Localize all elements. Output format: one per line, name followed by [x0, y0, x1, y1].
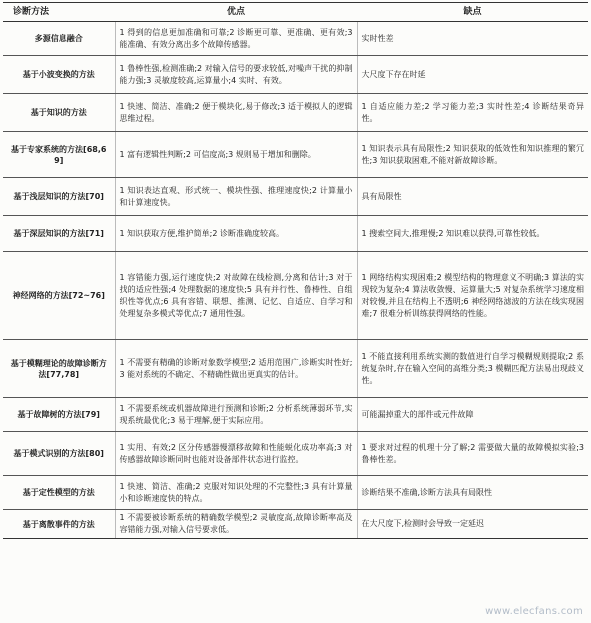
advantages-cell: 1 不需要系统或机器故障进行预测和诊断;2 分析系统薄弱环节,实现系统最优化;3 易于理解,便于实际应用。	[115, 398, 357, 432]
header-advantages: 优点	[115, 3, 357, 22]
method-cell: 基于模式识别的方法[80]	[3, 432, 115, 476]
table-row	[3, 132, 588, 178]
table-row	[3, 252, 588, 340]
disadvantages-cell: 1 要求对过程的机理十分了解;2 需要做大量的故障模拟实验;3 鲁棒性差。	[357, 432, 588, 476]
header-disadvantages: 缺点	[357, 3, 588, 22]
disadvantages-cell: 诊断结果不准确,诊断方法具有局限性	[357, 476, 588, 510]
disadvantages-cell: 1 自适应能力差;2 学习能力差;3 实时性差;4 诊断结果奇异性。	[357, 94, 588, 132]
method-cell: 基于离散事件的方法	[3, 510, 115, 539]
table-row	[3, 398, 588, 432]
advantages-cell: 1 知识表达直观、形式统一、模块性强、推理速度快;2 计算量小和计算速度快。	[115, 178, 357, 216]
method-cell: 基于知识的方法	[3, 94, 115, 132]
method-cell: 基于小波变换的方法	[3, 56, 115, 94]
advantages-cell: 1 不需要被诊断系统的精确数学模型;2 灵敏度高,故障诊断率高及容错能力强,对输入信号要求低。	[115, 510, 357, 539]
advantages-cell: 1 实用、有效;2 区分传感器慢漂移故障和性能蜕化成功率高;3 对传感器故障诊断同时也能对设备部件状态进行监控。	[115, 432, 357, 476]
table-row	[3, 216, 588, 252]
table-row	[3, 476, 588, 510]
advantages-cell: 1 知识获取方便,维护简单;2 诊断准确度较高。	[115, 216, 357, 252]
disadvantages-cell: 可能漏掉重大的部件或元件故障	[357, 398, 588, 432]
advantages-cell: 1 快速、简洁、准确;2 便于模块化,易于修改;3 适于模拟人的逻辑思维过程。	[115, 94, 357, 132]
advantages-cell: 1 容错能力强,运行速度快;2 对故障在线检测,分离和估计;3 对于找的适应性强;4 处理数据的速度快;5 具有并行性、鲁棒性、自组织性等优点;6 具有容错、联想、推测、记忆、自适应、自学习和处理复杂多模式等优点;7 通用性强。	[115, 252, 357, 340]
disadvantages-cell: 1 知识表示具有局限性;2 知识获取的低效性和知识推理的繁冗性;3 知识获取困难,不能对新故障诊断。	[357, 132, 588, 178]
disadvantages-cell: 在大尺度下,检测时会导致一定延迟	[357, 510, 588, 539]
advantages-cell: 1 快速、简洁、准确;2 克服对知识处理的不完整性;3 具有计算量小和诊断速度快的特点。	[115, 476, 357, 510]
advantages-cell: 1 鲁棒性强,检测准确;2 对输入信号的要求较低,对噪声干扰的抑制能力强;3 灵敏度较高,运算量小;4 实时、有效。	[115, 56, 357, 94]
disadvantages-cell: 大尺度下存在时延	[357, 56, 588, 94]
method-cell: 基于深层知识的方法[71]	[3, 216, 115, 252]
table-row	[3, 510, 588, 539]
comparison-table	[3, 2, 588, 539]
method-cell: 基于浅层知识的方法[70]	[3, 178, 115, 216]
method-cell: 多源信息融合	[3, 22, 115, 56]
method-cell: 基于故障树的方法[79]	[3, 398, 115, 432]
table-row	[3, 22, 588, 56]
disadvantages-cell: 1 不能直接利用系统实测的数值进行自学习模糊规则提取;2 系统复杂时,存在输入空间的高维分类;3 模糊匹配方法易出现歧义性。	[357, 340, 588, 398]
advantages-cell: 1 富有逻辑性判断;2 可信度高;3 规则易于增加和删除。	[115, 132, 357, 178]
disadvantages-cell: 1 网络结构实现困难;2 模型结构的物理意义不明确;3 算法的实现较为复杂;4 算法收敛慢、运算量大;5 对复杂系统学习速度相对较慢,并且在结构上不透明;6 神经网络滤波的方法在线实现困难;7 很难分析训练获得网络的性能。	[357, 252, 588, 340]
table-row	[3, 94, 588, 132]
disadvantages-cell: 实时性差	[357, 22, 588, 56]
header-method: 诊断方法	[3, 3, 115, 22]
method-cell: 基于定性模型的方法	[3, 476, 115, 510]
method-cell: 神经网络的方法[72~76]	[3, 252, 115, 340]
table-row	[3, 178, 588, 216]
method-cell: 基于模糊理论的故障诊断方法[77,78]	[3, 340, 115, 398]
disadvantages-cell: 具有局限性	[357, 178, 588, 216]
table-row	[3, 340, 588, 398]
advantages-cell: 1 得到的信息更加准确和可靠;2 诊断更可靠、更准确、更有效;3 能准确、有效分离出多个故障传感器。	[115, 22, 357, 56]
table-row	[3, 56, 588, 94]
table-row	[3, 432, 588, 476]
table-header-row	[3, 3, 588, 22]
method-cell: 基于专家系统的方法[68,69]	[3, 132, 115, 178]
watermark: www.elecfans.com	[485, 606, 583, 617]
disadvantages-cell: 1 搜索空间大,推理慢;2 知识难以获得,可靠性较低。	[357, 216, 588, 252]
advantages-cell: 1 不需要有精确的诊断对象数学模型;2 适用范围广,诊断实时性好;3 能对系统的不确定、不精确性做出更真实的估计。	[115, 340, 357, 398]
